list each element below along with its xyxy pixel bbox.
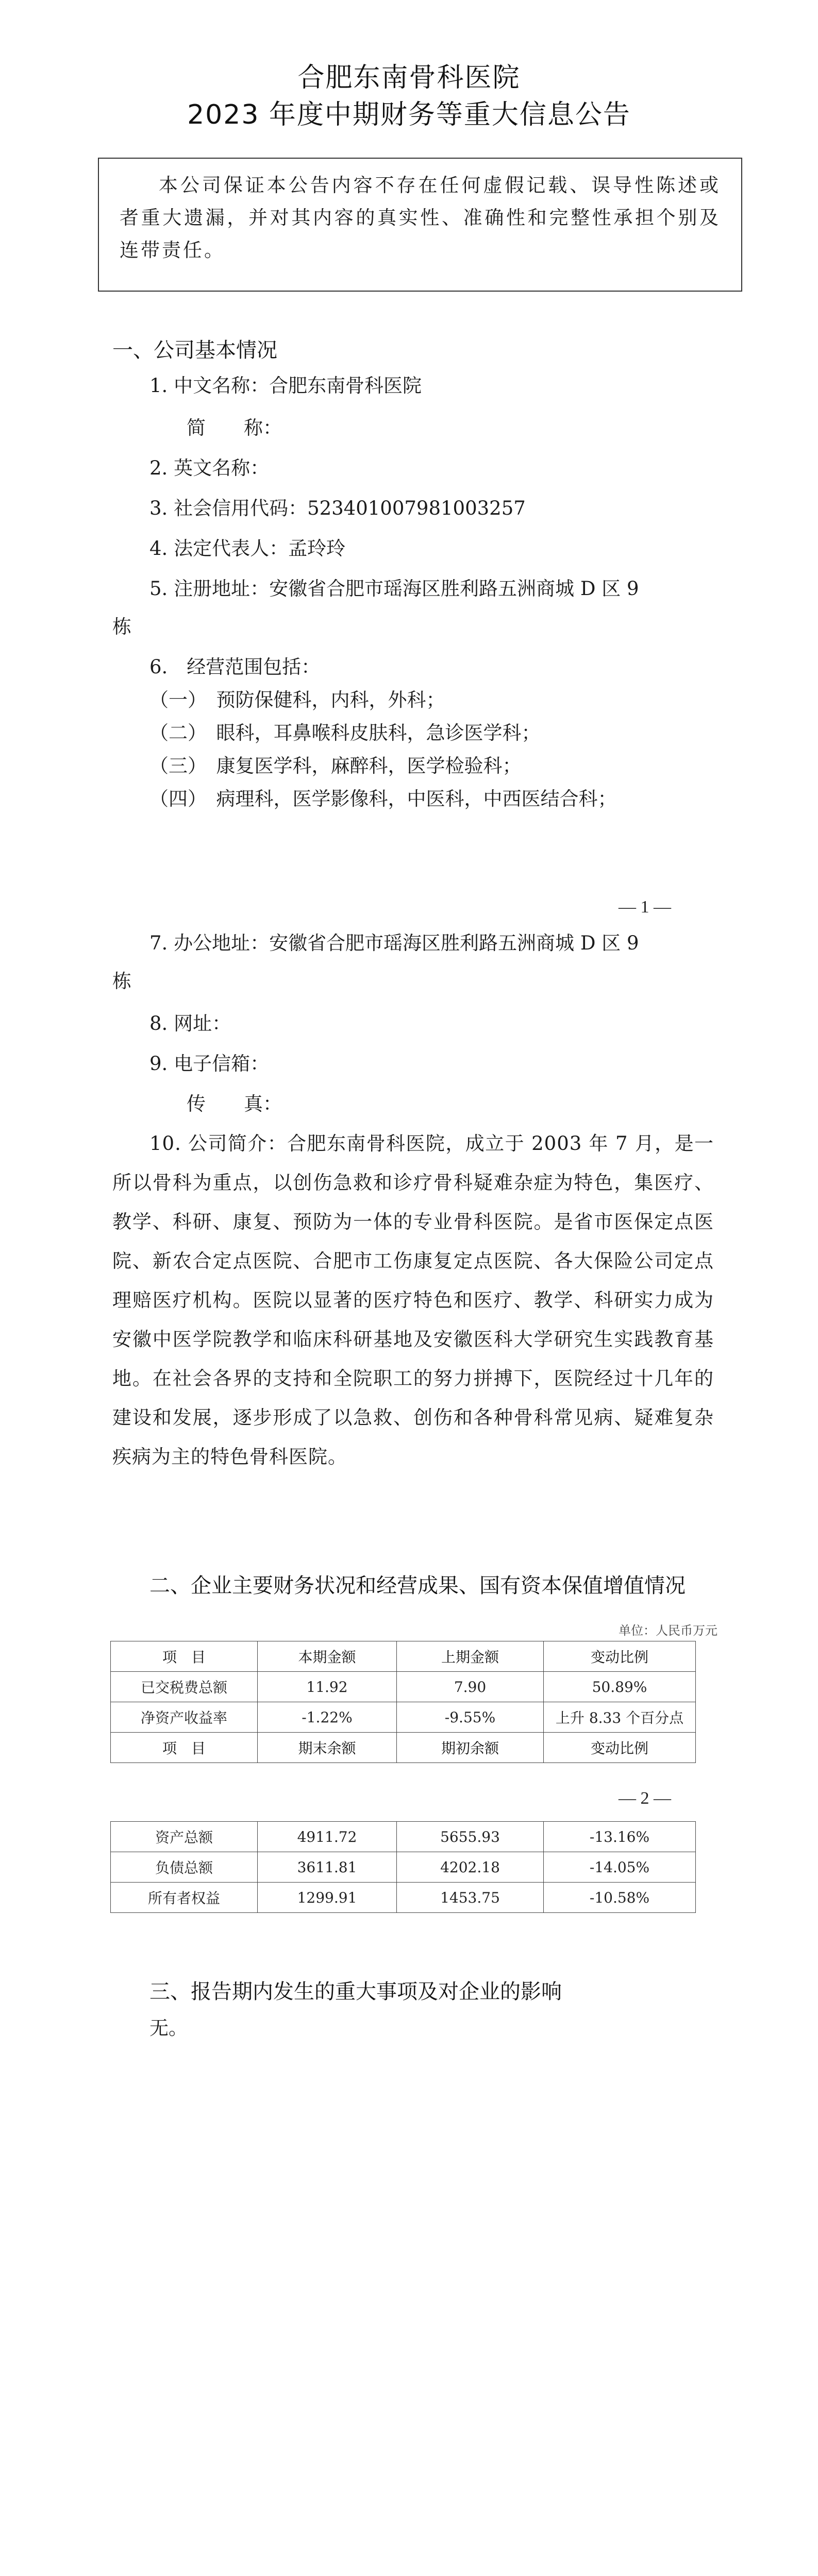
- table-header-row: [111, 1641, 696, 1672]
- table-cell: 已交税费总额: [111, 1672, 258, 1702]
- legal-representative: 4. 法定代表人：孟玲玲: [149, 537, 346, 560]
- financial-table-1: [110, 1641, 696, 1763]
- registered-address-line2: 栋: [112, 616, 131, 638]
- short-name: 简 称：: [187, 417, 282, 439]
- page-number-1: — 1 —: [619, 897, 671, 917]
- business-scope-item-2: （二） 眼科，耳鼻喉科皮肤科，急诊医学科；: [149, 722, 541, 744]
- office-address-line2: 栋: [112, 970, 131, 992]
- financial-table-2: [110, 1821, 696, 1913]
- email: 9. 电子信箱：: [149, 1053, 270, 1075]
- header-opening-balance: 期初余额: [397, 1733, 544, 1763]
- table-cell: 11.92: [258, 1672, 397, 1702]
- table-cell: 3611.81: [258, 1852, 397, 1883]
- header-current: 本期金额: [258, 1641, 397, 1672]
- table-row: [111, 1883, 696, 1913]
- header-change: 变动比例: [544, 1733, 696, 1763]
- business-scope-item-4: （四） 病理科，医学影像科，中医科，中西医结合科；: [149, 788, 617, 810]
- table-cell: -13.16%: [544, 1822, 696, 1852]
- table-row: [111, 1672, 696, 1702]
- table-cell: 5655.93: [397, 1822, 544, 1852]
- en-name: 2. 英文名称：: [149, 457, 270, 479]
- company-intro: [112, 1124, 714, 1477]
- company-intro-label: 10. 公司简介：: [149, 1132, 288, 1155]
- table-cell: 负债总额: [111, 1852, 258, 1883]
- table-cell: 资产总额: [111, 1822, 258, 1852]
- document-title-line2: 2023 年度中期财务等重大信息公告: [187, 99, 631, 130]
- table-cell: 50.89%: [544, 1672, 696, 1702]
- table-cell: 1453.75: [397, 1883, 544, 1913]
- section1-heading: 一、公司基本情况: [112, 338, 277, 362]
- section2-heading: 二、企业主要财务状况和经营成果、国有资本保值增值情况: [149, 1574, 686, 1598]
- table-cell: -10.58%: [544, 1883, 696, 1913]
- office-address-line1: 7. 办公地址：安徽省合肥市瑶海区胜利路五洲商城 D 区 9: [149, 932, 639, 954]
- header-item: 项 目: [111, 1733, 258, 1763]
- registered-address-line1: 5. 注册地址：安徽省合肥市瑶海区胜利路五洲商城 D 区 9: [149, 578, 639, 600]
- business-scope-item-1: （一） 预防保健科，内科，外科；: [149, 689, 445, 711]
- fax: 传 真：: [187, 1093, 282, 1115]
- table-cell: 上升 8.33 个百分点: [544, 1702, 696, 1733]
- table-cell: 7.90: [397, 1672, 544, 1702]
- table-header-row: [111, 1733, 696, 1763]
- currency-unit: 单位：人民币万元: [619, 1623, 717, 1638]
- table-cell: 4202.18: [397, 1852, 544, 1883]
- table-cell: -9.55%: [397, 1702, 544, 1733]
- section3-content: 无。: [149, 2017, 188, 2039]
- table-cell: -1.22%: [258, 1702, 397, 1733]
- header-ending-balance: 期末余额: [258, 1733, 397, 1763]
- header-change: 变动比例: [544, 1641, 696, 1672]
- table-cell: 4911.72: [258, 1822, 397, 1852]
- credit-code: 3. 社会信用代码：52340100798100325​7: [149, 497, 526, 519]
- website: 8. 网址：: [149, 1012, 231, 1035]
- table-row: [111, 1702, 696, 1733]
- cn-name: 1. 中文名称：合肥东南骨科医院: [149, 375, 422, 397]
- table-cell: 净资产收益率: [111, 1702, 258, 1733]
- document-title-line1: 合肥东南骨科医院: [297, 62, 521, 93]
- table-cell: 1299.91: [258, 1883, 397, 1913]
- business-scope-item-3: （三） 康复医学科，麻醉科，医学检验科；: [149, 755, 522, 777]
- header-item: 项 目: [111, 1641, 258, 1672]
- table-cell: 所有者权益: [111, 1883, 258, 1913]
- company-intro-text: 合肥东南骨科医院，成立于 2003 年 7 月，是一所以骨科为重点，以创伤急救和诊疗骨科疑难杂症为特色，集医疗、教学、科研、康复、预防为一体的专业骨科医院。是省市医保定点医院、新农合定点医院、合肥市工伤康复定点医院、各大保险公司定点理赔医疗机构。医院以显著的医疗特色和医疗、教学、科研实力成为安徽中医学院教学和临床科研基地及安徽医科大学研究生实践教育基地。在社会各界的支持和全院职工的努力拼搏下，医院经过十几年的建设和发展，逐步形成了以急救、创伤和各种骨科常见病、疑难复杂疾病为主的特色骨科医院。: [112, 1132, 714, 1468]
- table-row: [111, 1852, 696, 1883]
- page-number-2: — 2 —: [619, 1789, 671, 1808]
- disclaimer-notice: 本公司保证本公告内容不存在任何虚假记载、误导性陈述或者重大遗漏，并对其内容的真实性、准确性和完整性承担个别及连带责任。: [98, 158, 742, 292]
- table-row: [111, 1822, 696, 1852]
- header-previous: 上期金额: [397, 1641, 544, 1672]
- business-scope-title: 6. 经营范围包括：: [149, 656, 321, 678]
- table-cell: -14.05%: [544, 1852, 696, 1883]
- section3-heading: 三、报告期内发生的重大事项及对企业的影响: [149, 1980, 562, 2004]
